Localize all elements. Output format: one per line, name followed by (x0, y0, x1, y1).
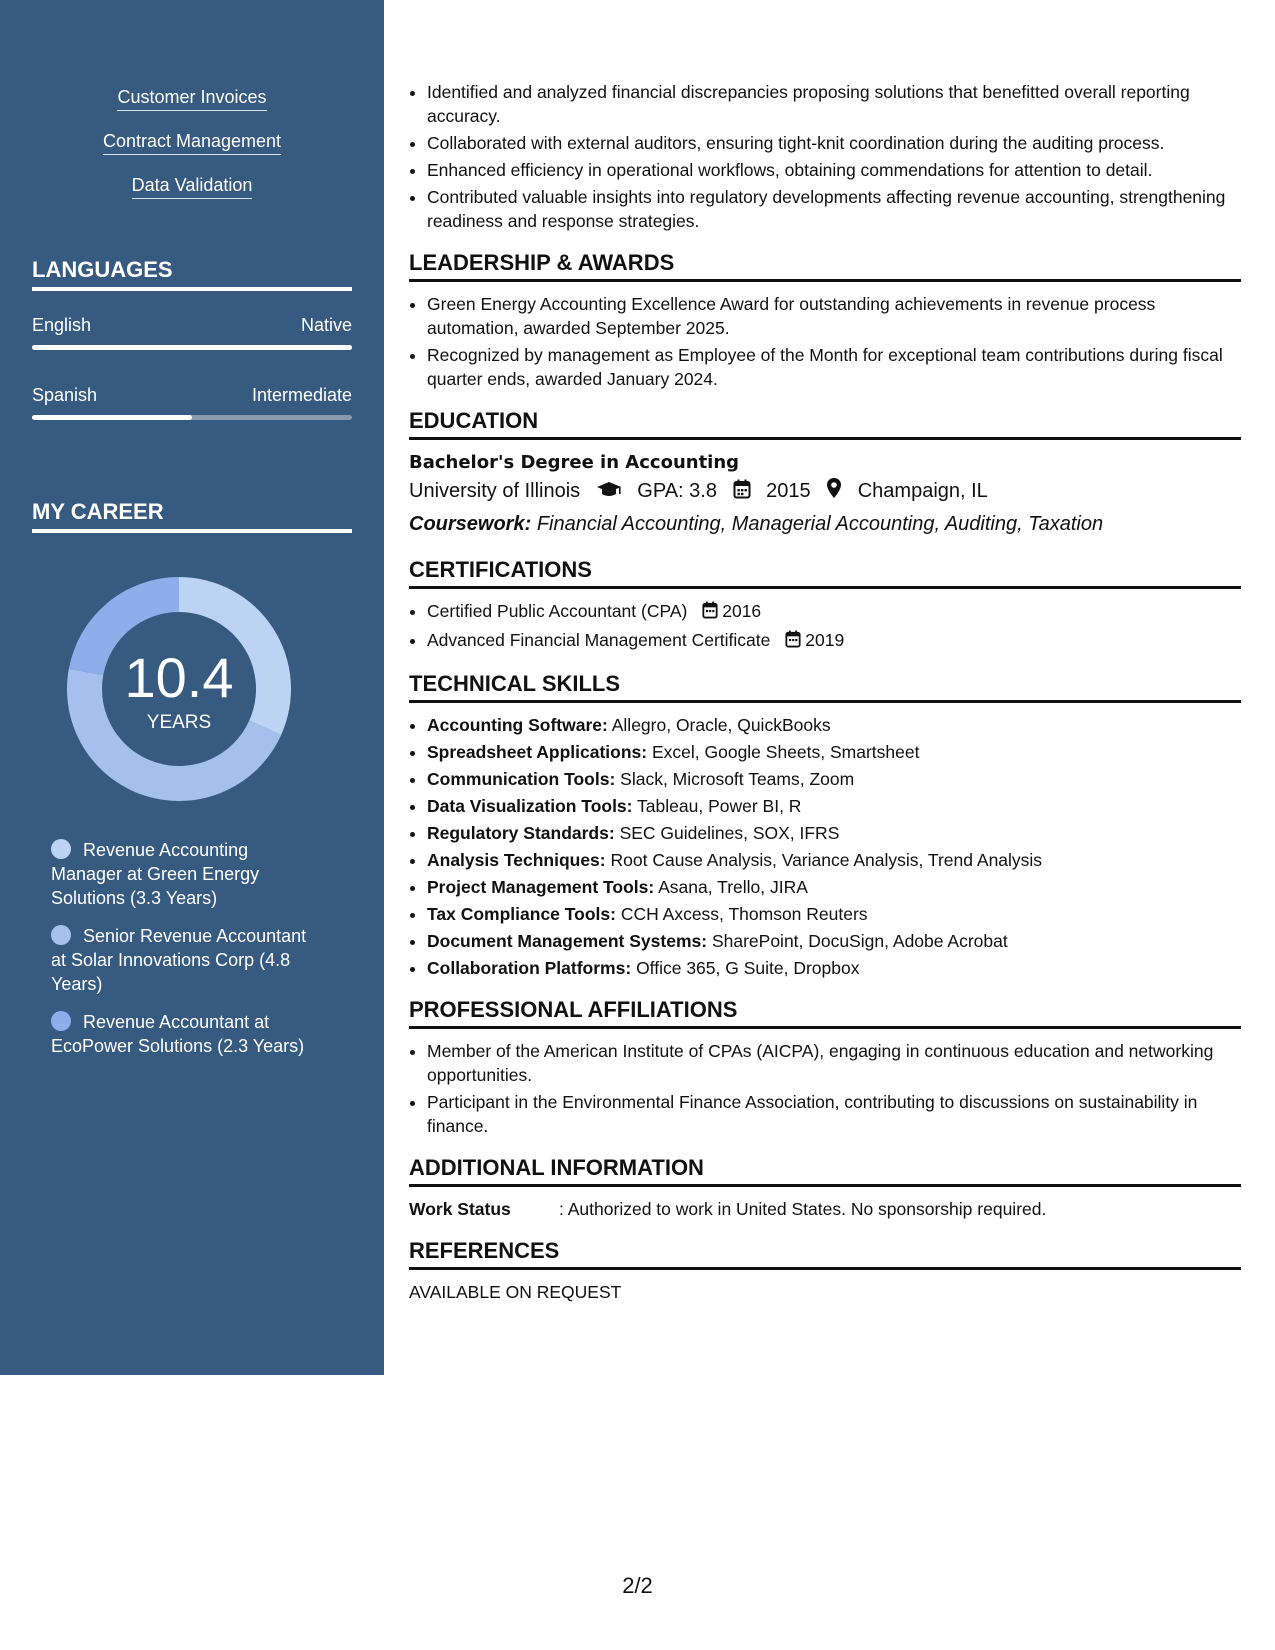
experience-bullet: • Contributed valuable insights into regulatory developments affecting revenue accounting, strengthening readiness and response strategies. (427, 185, 1241, 233)
language-bar (32, 345, 352, 350)
skill-item: Data Validation (132, 174, 253, 199)
page-number: 2/2 (622, 1573, 653, 1598)
certification-year: 2019 (805, 630, 845, 650)
additional-info-heading: ADDITIONAL INFORMATION (409, 1154, 1241, 1187)
career-item-text: Revenue Accountant at EcoPower Solutions (2.3 Years) (51, 1012, 305, 1056)
skill-label: Tax Compliance Tools: (427, 904, 616, 924)
skill-item (427, 794, 1241, 818)
career-item-text: Revenue Accounting Manager at Green Energy Solutions (3.3 Years) (51, 840, 260, 908)
skill-item (427, 929, 1241, 953)
affiliation-item: • Participant in the Environmental Finance Association, contributing to discussions on sustainability in finance. (427, 1090, 1241, 1138)
leadership-heading: LEADERSHIP & AWARDS (409, 249, 1241, 282)
location-pin-icon (826, 477, 842, 508)
work-status-row (409, 1197, 1241, 1221)
skill-label: Document Management Systems: (427, 931, 708, 951)
skill-label: Accounting Software: (427, 715, 608, 735)
skill-value: Slack, Microsoft Teams, Zoom (620, 769, 855, 789)
skill-value: Excel, Google Sheets, Smartsheet (651, 742, 920, 762)
language-level: Intermediate (251, 385, 352, 405)
references-text: AVAILABLE ON REQUEST (409, 1282, 622, 1302)
career-total-unit: YEARS (146, 712, 212, 733)
calendar-icon (702, 601, 718, 625)
skill-value: Office 365, G Suite, Dropbox (636, 958, 860, 978)
graduation-year: 2015 (766, 480, 811, 502)
skill-label: Spreadsheet Applications: (427, 742, 648, 762)
career-legend (51, 838, 321, 1072)
skill-item (427, 956, 1241, 980)
certifications-heading: CERTIFICATIONS (409, 556, 1241, 589)
legend-dot-icon (51, 1011, 71, 1031)
skill-label: Regulatory Standards: (427, 823, 615, 843)
skill-value: Tableau, Power BI, R (637, 796, 802, 816)
technical-skills-list (409, 713, 1241, 980)
skill-value: SharePoint, DocuSign, Adobe Acrobat (711, 931, 1008, 951)
sidebar (0, 0, 384, 1375)
skill-value: Asana, Trello, JIRA (658, 877, 808, 897)
coursework-list: Financial Accounting, Managerial Accounting, Auditing, Taxation (536, 513, 1104, 535)
affiliations-list (409, 1039, 1241, 1138)
experience-bullet: • Identified and analyzed financial discrepancies proposing solutions that benefitted overall reporting accuracy. (427, 80, 1241, 128)
certifications-list (409, 599, 1241, 654)
skill-item: Customer Invoices (117, 86, 266, 111)
certification-year: 2016 (722, 601, 762, 621)
language-bar-fill (32, 345, 352, 350)
certification-name: Advanced Financial Management Certificate (427, 630, 771, 650)
skill-label: Data Visualization Tools: (427, 796, 633, 816)
skill-item (427, 902, 1241, 926)
award-item: • Recognized by management as Employee of the Month for exceptional team contributions during fiscal quarter ends, awarded January 2024. (427, 343, 1241, 391)
skill-list (0, 86, 384, 218)
award-item: • Green Energy Accounting Excellence Award for outstanding achievements in revenue process automation, awarded September 2025. (427, 292, 1241, 340)
skill-label: Project Management Tools: (427, 877, 655, 897)
leadership-list (409, 292, 1241, 391)
language-row (32, 315, 352, 336)
skill-item (427, 848, 1241, 872)
skill-value: Allegro, Oracle, QuickBooks (611, 715, 831, 735)
experience-bullet: • Collaborated with external auditors, ensuring tight-knit coordination during the auditing process. (427, 131, 1241, 155)
skill-item (427, 875, 1241, 899)
career-item (51, 1010, 321, 1058)
language-bar (32, 415, 352, 420)
graduation-cap-icon (596, 478, 622, 508)
skill-item (427, 740, 1241, 764)
coursework (409, 508, 1241, 540)
skill-value: CCH Axcess, Thomson Reuters (620, 904, 868, 924)
work-status-label: Work Status (409, 1199, 511, 1219)
skill-item (427, 713, 1241, 737)
languages-heading: LANGUAGES (32, 256, 352, 291)
skill-label: Collaboration Platforms: (427, 958, 632, 978)
certification-date (702, 599, 761, 625)
work-status-value: : Authorized to work in United States. No sponsorship required. (559, 1199, 1047, 1219)
main-content (409, 80, 1241, 1304)
experience-bullet: • Enhanced efficiency in operational workflows, obtaining commendations for attention to detail. (427, 158, 1241, 182)
skill-item (427, 821, 1241, 845)
skill-value: Root Cause Analysis, Variance Analysis, Trend Analysis (610, 850, 1043, 870)
skill-item (427, 767, 1241, 791)
legend-dot-icon (51, 839, 71, 859)
references-heading: REFERENCES (409, 1237, 1241, 1270)
language-name: English (32, 315, 92, 335)
certification-item (427, 599, 1241, 625)
language-name: Spanish (32, 385, 98, 405)
skill-item: Contract Management (103, 130, 281, 155)
experience-bullets (409, 80, 1241, 233)
degree-title: Bachelor's Degree in Accounting (409, 452, 740, 473)
technical-skills-heading: TECHNICAL SKILLS (409, 670, 1241, 703)
certification-item (427, 628, 1241, 654)
career-item (51, 838, 321, 910)
career-heading: MY CAREER (32, 498, 352, 533)
certification-date (785, 628, 844, 654)
language-bar-fill (32, 415, 192, 420)
gpa: GPA: 3.8 (637, 480, 717, 502)
legend-dot-icon (51, 925, 71, 945)
education-meta (409, 476, 1241, 508)
affiliation-item: • Member of the American Institute of CPAs (AICPA), engaging in continuous education and networking opportunities. (427, 1039, 1241, 1087)
calendar-icon (785, 630, 801, 654)
career-item-text: Senior Revenue Accountant at Solar Innovations Corp (4.8 Years) (51, 926, 307, 994)
affiliations-heading: PROFESSIONAL AFFILIATIONS (409, 996, 1241, 1029)
education-heading: EDUCATION (409, 407, 1241, 440)
language-level: Native (300, 315, 352, 335)
skill-value: SEC Guidelines, SOX, IFRS (619, 823, 840, 843)
language-row (32, 385, 352, 406)
skill-label: Analysis Techniques: (427, 850, 606, 870)
school-name: University of Illinois (409, 480, 581, 502)
certification-name: Certified Public Accountant (CPA) (427, 601, 688, 621)
school-location: Champaign, IL (857, 480, 988, 502)
career-item (51, 924, 321, 996)
coursework-label: Coursework: (409, 513, 532, 535)
calendar-icon (733, 478, 751, 508)
skill-label: Communication Tools: (427, 769, 616, 789)
career-total-years: 10.4 (124, 646, 234, 709)
